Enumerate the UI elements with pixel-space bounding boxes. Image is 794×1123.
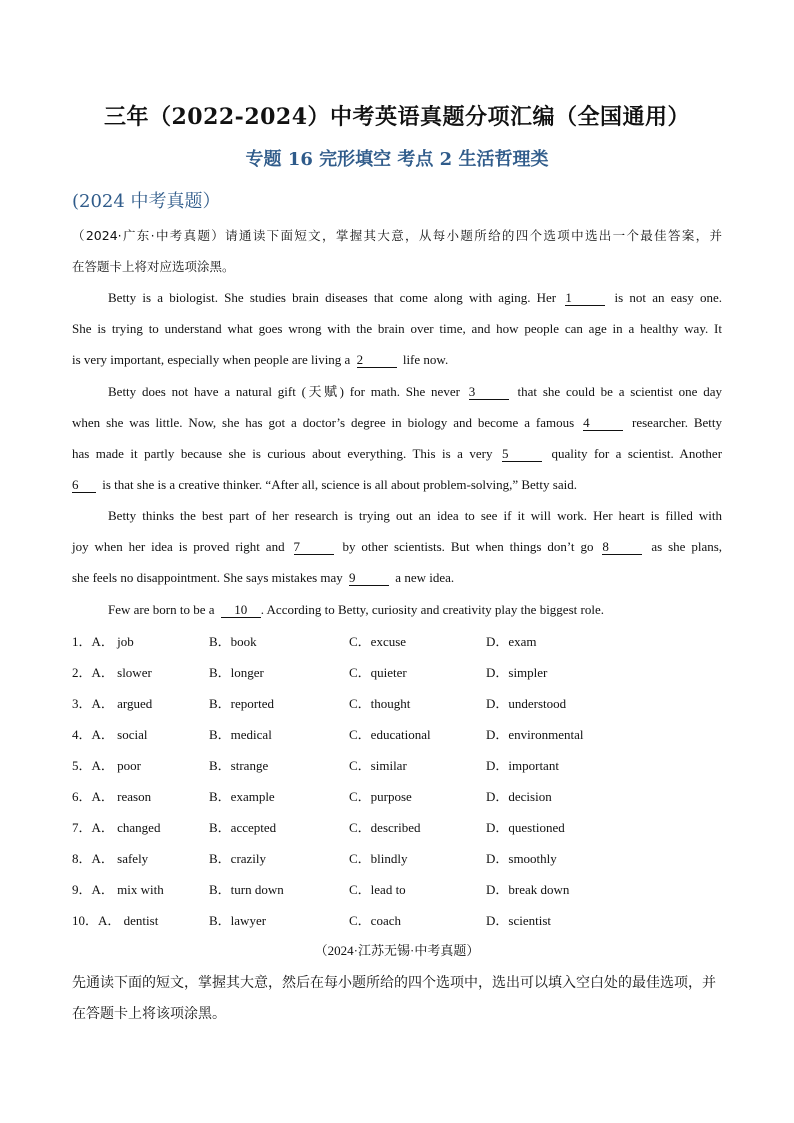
option: C．blindly [349, 851, 408, 866]
option-row [72, 750, 722, 781]
q2-instruction [72, 968, 722, 1030]
option: D．understood [486, 696, 567, 711]
passage-line: is very important, especially when people are living a 2 life now. [72, 352, 449, 367]
passage-line: she feels no disappointment. She says mistakes may 9 a new idea. [72, 570, 455, 585]
blank-3: 3 [469, 385, 509, 400]
blank-1: 1 [565, 291, 605, 306]
option: C．thought [349, 696, 411, 711]
option: B．example [209, 789, 275, 804]
q2-instruction-line: 先通读下面的短文，掌握其大意，然后在每小题所给的四个选项中，选出可以填入空白处的最佳选项，并 [72, 975, 716, 991]
blank-6: 6 [72, 478, 96, 493]
option: D．scientist [486, 913, 551, 928]
option: C．described [349, 820, 421, 835]
option-row [72, 657, 722, 688]
option: D．decision [486, 789, 552, 804]
passage-line: Betty thinks the best part of her research is trying out an idea to see if it will work. Her heart is filled with [108, 508, 722, 523]
option: B．longer [209, 665, 264, 680]
option: B．lawyer [209, 913, 267, 928]
option: B．reported [209, 696, 274, 711]
option: 10．A． dentist [72, 913, 159, 928]
option: B．medical [209, 727, 272, 742]
option: D．questioned [486, 820, 565, 835]
option-row [72, 905, 722, 936]
option: 5．A． poor [72, 758, 141, 773]
passage-line: when she was little. Now, she has got a doctor’s degree in biology and become a famous 4 researcher. Betty [72, 415, 723, 430]
q1-instruction-line: （2024·广东·中考真题）请通读下面短文，掌握其大意，从每小题所给的四个选项中选出一个最佳答案，并 [72, 228, 722, 243]
option: C．educational [349, 727, 431, 742]
passage-line: Betty is a biologist. She studies brain diseases that come along with aging. Her 1 is not an easy one. [108, 290, 723, 305]
option: 8．A． safely [72, 851, 149, 866]
q1-instruction-line: 在答题卡上将对应选项涂黑。 [72, 259, 235, 274]
passage-line: Few are born to be a 10 . According to Betty, curiosity and creativity play the biggest role. [108, 602, 604, 617]
passage-paragraph-3 [72, 500, 722, 593]
option-row [72, 843, 722, 874]
option: D．exam [486, 634, 537, 649]
page-title: 三年（2022-2024）中考英语真题分项汇编（全国通用） [103, 104, 691, 130]
passage-paragraph-2 [72, 376, 722, 500]
blank-9: 9 [349, 571, 389, 586]
passage-paragraph-4 [72, 594, 722, 625]
page-subtitle: 专题 16 完形填空 考点 2 生活哲理类 [245, 149, 549, 170]
passage-line: joy when her idea is proved right and 7 by other scientists. But when things don’t go 8 as she plans, [72, 539, 723, 554]
answer-options [72, 626, 722, 936]
option: C．purpose [349, 789, 412, 804]
option: C．similar [349, 758, 407, 773]
passage-line: 6 is that she is a creative thinker. “After all, science is all about problem-solving,” Betty said. [72, 477, 577, 492]
option: C．quieter [349, 665, 407, 680]
option: D．break down [486, 882, 570, 897]
q1-instruction [72, 220, 722, 282]
passage-line: Betty does not have a natural gift (天赋) for math. She never 3 that she could be a scientist one day [108, 384, 723, 399]
option: B．book [209, 634, 257, 649]
passage-line: has made it partly because she is curious about everything. This is a very 5 quality for a scientist. Another [72, 446, 723, 461]
passage-line: She is trying to understand what goes wrong with the brain over time, and how people can age in a healthy way. It [72, 321, 722, 336]
option: 2．A． slower [72, 665, 152, 680]
option: 1．A． job [72, 634, 134, 649]
blank-8: 8 [602, 540, 642, 555]
option: B．strange [209, 758, 269, 773]
option: D．important [486, 758, 559, 773]
option: C．lead to [349, 882, 406, 897]
blank-5: 5 [502, 447, 542, 462]
blank-7: 7 [294, 540, 334, 555]
option: 4．A． social [72, 727, 148, 742]
q2-instruction-line: 在答题卡上将该项涂黑。 [72, 1006, 226, 1022]
option: B．accepted [209, 820, 277, 835]
section-heading: (2024 中考真题） [72, 191, 221, 212]
option-row [72, 626, 722, 657]
option: B．crazily [209, 851, 267, 866]
option: D．environmental [486, 727, 584, 742]
passage-paragraph-1 [72, 282, 722, 375]
option: B．turn down [209, 882, 284, 897]
option: 7．A． changed [72, 820, 161, 835]
option: C．excuse [349, 634, 407, 649]
option: 9．A． mix with [72, 882, 164, 897]
option-row [72, 874, 722, 905]
q2-source: （2024·江苏无锡·中考真题） [314, 943, 480, 958]
option: 6．A． reason [72, 789, 152, 804]
option: D．smoothly [486, 851, 557, 866]
option-row [72, 688, 722, 719]
blank-2: 2 [357, 353, 397, 368]
option: C．coach [349, 913, 401, 928]
option: D．simpler [486, 665, 548, 680]
blank-4: 4 [583, 416, 623, 431]
option-row [72, 781, 722, 812]
option: 3．A． argued [72, 696, 153, 711]
option-row [72, 812, 722, 843]
option-row [72, 719, 722, 750]
blank-10: 10 [221, 603, 261, 618]
